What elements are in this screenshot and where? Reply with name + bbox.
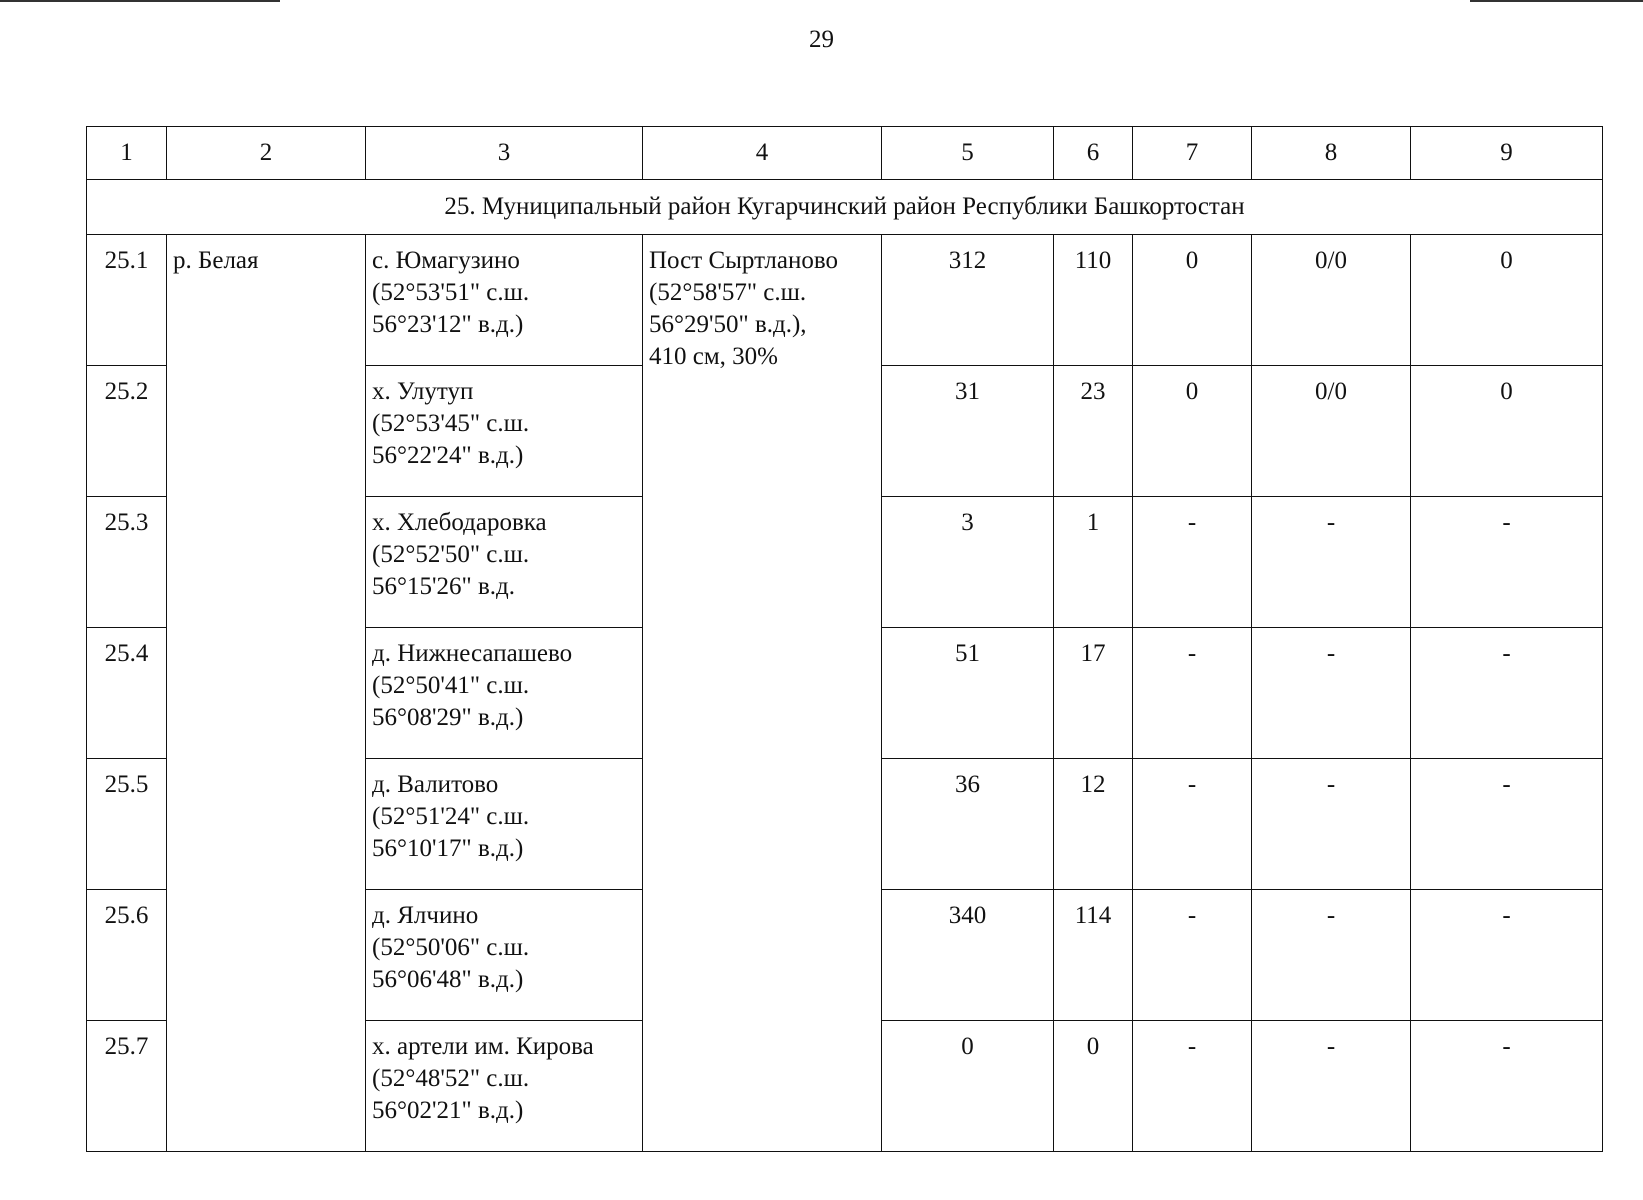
place-longitude: 56°08'29" в.д.) [372, 704, 524, 731]
place-name: д. Валитово [372, 771, 499, 798]
place-cell [366, 628, 643, 759]
cell-col9: - [1411, 759, 1603, 890]
place-latitude: (52°48'52" с.ш. [372, 1065, 530, 1092]
row-number: 25.4 [87, 628, 167, 759]
place-name: д. Нижнесапашево [372, 640, 573, 667]
cell-col9: 0 [1411, 235, 1603, 366]
row-number: 25.7 [87, 1021, 167, 1152]
cell-col8: 0/0 [1252, 235, 1411, 366]
river-name: р. Белая [173, 247, 259, 274]
top-rule-right [1470, 0, 1643, 2]
cell-col7: - [1133, 759, 1252, 890]
row-number: 25.1 [87, 235, 167, 366]
place-latitude: (52°51'24" с.ш. [372, 803, 530, 830]
post-level: 410 см, 30% [649, 343, 778, 370]
cell-col6: 1 [1054, 497, 1133, 628]
section-title: 25. Муниципальный район Кугарчинский район Республики Башкортостан [87, 180, 1603, 235]
cell-col7: 0 [1133, 235, 1252, 366]
cell-col6: 110 [1054, 235, 1133, 366]
post-longitude: 56°29'50" в.д.), [649, 311, 807, 338]
cell-col9: - [1411, 890, 1603, 1021]
page-number: 29 [809, 26, 834, 53]
place-longitude: 56°02'21" в.д.) [372, 1097, 524, 1124]
place-latitude: (52°53'45" с.ш. [372, 410, 530, 437]
place-name: с. Юмагузино [372, 247, 520, 274]
column-header: 4 [643, 127, 882, 180]
column-header: 9 [1411, 127, 1603, 180]
place-cell [366, 759, 643, 890]
post-name: Пост Сыртланово [649, 247, 838, 274]
row-number: 25.2 [87, 366, 167, 497]
post-latitude: (52°58'57" с.ш. [649, 279, 807, 306]
place-longitude: 56°23'12" в.д.) [372, 311, 524, 338]
place-cell [366, 1021, 643, 1152]
section-row [87, 180, 1603, 235]
river-cell [167, 235, 366, 1152]
cell-col6: 17 [1054, 628, 1133, 759]
place-name: х. Улутуп [372, 378, 474, 405]
place-name: х. артели им. Кирова [372, 1033, 594, 1060]
cell-col8: - [1252, 1021, 1411, 1152]
cell-col6: 114 [1054, 890, 1133, 1021]
place-cell [366, 890, 643, 1021]
column-header: 7 [1133, 127, 1252, 180]
place-latitude: (52°50'41" с.ш. [372, 672, 530, 699]
cell-col8: - [1252, 497, 1411, 628]
data-table [86, 126, 1603, 1152]
table-row [87, 235, 1603, 366]
cell-col7: - [1133, 890, 1252, 1021]
cell-col7: - [1133, 628, 1252, 759]
place-longitude: 56°15'26" в.д. [372, 573, 515, 600]
row-number: 25.3 [87, 497, 167, 628]
column-header: 1 [87, 127, 167, 180]
place-latitude: (52°52'50" с.ш. [372, 541, 530, 568]
cell-col6: 0 [1054, 1021, 1133, 1152]
cell-col9: - [1411, 1021, 1603, 1152]
post-cell [643, 235, 882, 1152]
cell-col5: 31 [882, 366, 1054, 497]
place-cell [366, 497, 643, 628]
cell-col8: - [1252, 759, 1411, 890]
cell-col6: 23 [1054, 366, 1133, 497]
row-number: 25.6 [87, 890, 167, 1021]
cell-col5: 36 [882, 759, 1054, 890]
cell-col5: 51 [882, 628, 1054, 759]
cell-col8: - [1252, 890, 1411, 1021]
row-number: 25.5 [87, 759, 167, 890]
column-header: 3 [366, 127, 643, 180]
cell-col5: 0 [882, 1021, 1054, 1152]
cell-col9: - [1411, 497, 1603, 628]
column-header: 6 [1054, 127, 1133, 180]
cell-col7: - [1133, 1021, 1252, 1152]
top-rule-left [0, 0, 280, 2]
cell-col5: 312 [882, 235, 1054, 366]
cell-col9: - [1411, 628, 1603, 759]
place-cell [366, 366, 643, 497]
cell-col7: 0 [1133, 366, 1252, 497]
cell-col5: 340 [882, 890, 1054, 1021]
place-longitude: 56°06'48" в.д.) [372, 966, 524, 993]
place-latitude: (52°50'06" с.ш. [372, 934, 530, 961]
column-header: 5 [882, 127, 1054, 180]
column-header: 2 [167, 127, 366, 180]
cell-col6: 12 [1054, 759, 1133, 890]
cell-col8: 0/0 [1252, 366, 1411, 497]
place-name: д. Ялчино [372, 902, 479, 929]
header-row [87, 127, 1603, 180]
column-header: 8 [1252, 127, 1411, 180]
place-latitude: (52°53'51" с.ш. [372, 279, 530, 306]
cell-col7: - [1133, 497, 1252, 628]
cell-col8: - [1252, 628, 1411, 759]
place-longitude: 56°10'17" в.д.) [372, 835, 524, 862]
cell-col5: 3 [882, 497, 1054, 628]
place-name: х. Хлебодаровка [372, 509, 547, 536]
place-longitude: 56°22'24" в.д.) [372, 442, 524, 469]
place-cell [366, 235, 643, 366]
cell-col9: 0 [1411, 366, 1603, 497]
